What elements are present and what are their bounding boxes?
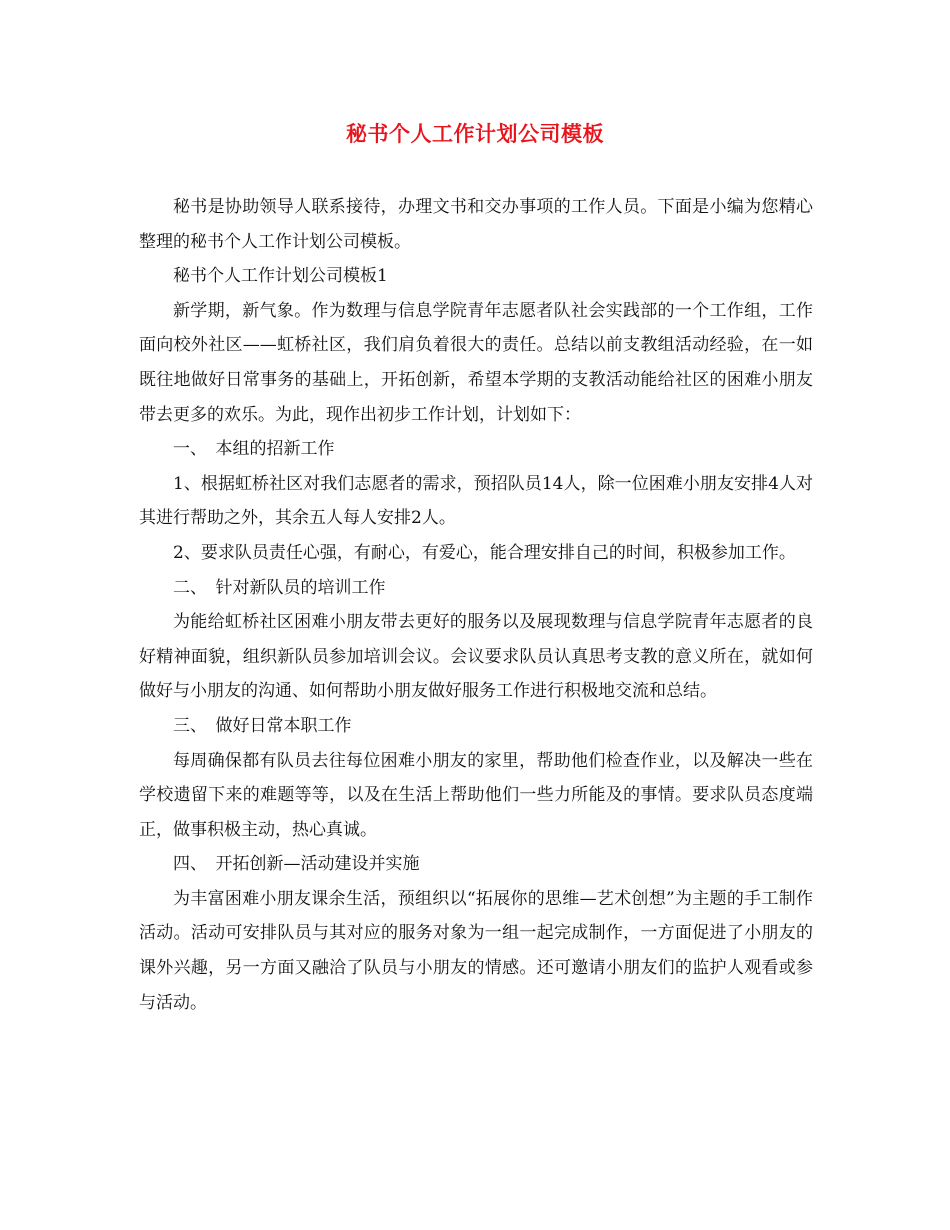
template-heading: 秘书个人工作计划公司模板1 bbox=[173, 266, 388, 287]
section-heading-daily-work: 三、 做好日常本职工作 bbox=[173, 715, 352, 736]
innovation-paragraph: 为丰富困难小朋友课余生活，预组织以“拓展你的思维—艺术创想”为主题的手工制作活动。活动可安排队员与其对应的服务对象为一组一起完成制作，一方面促进了小朋友的课外兴趣，另一方面又融洽了队员与小朋友的情感。还可邀请小朋友们的监护人观看或参与活动。 bbox=[139, 888, 813, 1013]
recruitment-item-1: 1、根据虹桥社区对我们志愿者的需求，预招队员14人，除一位困难小朋友安排4人对其进行帮助之外，其余五人每人安排2人。 bbox=[139, 473, 813, 529]
document-title: 秘书个人工作计划公司模板 bbox=[346, 121, 604, 146]
training-paragraph: 为能给虹桥社区困难小朋友带去更好的服务以及展现数理与信息学院青年志愿者的良好精神面貌，组织新队员参加培训会议。会议要求队员认真思考支教的意义所在，就如何做好与小朋友的沟通、如何帮助小朋友做好服务工作进行积极地交流和总结。 bbox=[139, 612, 813, 702]
daily-work-paragraph: 每周确保都有队员去往每位困难小朋友的家里，帮助他们检查作业，以及解决一些在学校遗留下来的难题等等，以及在生活上帮助他们一些力所能及的事情。要求队员态度端正，做事积极主动，热心真诚。 bbox=[139, 750, 813, 840]
intro-paragraph: 秘书是协助领导人联系接待，办理文书和交办事项的工作人员。下面是小编为您精心整理的秘书个人工作计划公司模板。 bbox=[139, 197, 813, 252]
section-heading-innovation: 四、 开拓创新—活动建设并实施 bbox=[173, 854, 420, 875]
document-body bbox=[139, 190, 813, 1020]
recruitment-item-2: 2、要求队员责任心强，有耐心，有爱心，能合理安排自己的时间，积极参加工作。 bbox=[173, 542, 796, 563]
overview-paragraph: 新学期，新气象。作为数理与信息学院青年志愿者队社会实践部的一个工作组，工作面向校外社区——虹桥社区，我们肩负着很大的责任。总结以前支教组活动经验，在一如既往地做好日常事务的基础上，开拓创新，希望本学期的支教活动能给社区的困难小朋友带去更多的欢乐。为此，现作出初步工作计划，计划如下： bbox=[139, 300, 813, 425]
section-heading-recruitment: 一、 本组的招新工作 bbox=[173, 439, 335, 460]
section-heading-training: 二、 针对新队员的培训工作 bbox=[173, 577, 386, 598]
